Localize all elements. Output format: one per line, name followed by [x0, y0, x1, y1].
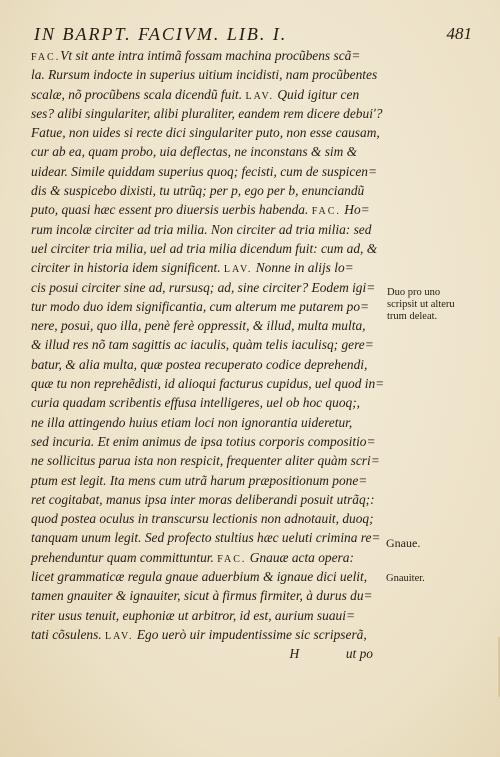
marginal-note-line: trum deleat. — [387, 311, 438, 322]
text-run: batur, & alia multa, quæ postea recuperato codice deprehendi, — [31, 356, 368, 372]
page-number: 481 — [446, 24, 472, 43]
text-run: uidear. Simile quiddam superius quoq; fecisti, cum de suspicen= — [31, 163, 377, 179]
text-run: puto, quasi hæc essent pro diuersis uerbis habenda. — [31, 202, 312, 218]
text-line — [31, 606, 387, 625]
text-run: ret cogitabat, manus ipsa inter moras deliberandi posuit utrãq;: — [31, 491, 375, 507]
text-line — [31, 509, 387, 528]
text-line — [31, 239, 387, 258]
catchword-line — [31, 644, 387, 663]
text-run: licet grammaticæ regula gnaue aduerbium & ignaue dici uelit, — [31, 569, 368, 585]
text-run: ptum est legit. Ita mens cum utrã harum præpositionum pone= — [31, 472, 368, 488]
text-line — [31, 46, 387, 65]
text-run: quæ tu non reprehẽdisti, id alioqui facturus cupidus, uel quod in= — [31, 376, 385, 392]
text-run: circiter in historia idem significent. — [31, 260, 224, 276]
text-line — [31, 181, 387, 200]
text-run: Vt sit ante intra intimã fossam machina procũbens scã= — [60, 48, 361, 63]
text-run: ses? alibi singulariter, alibi pluraliter, eandem rem dicere debuiʹ? — [31, 105, 383, 121]
text-line — [31, 528, 387, 547]
speaker-abbreviation: LAV. — [105, 630, 134, 642]
text-run: Ho= — [340, 202, 370, 218]
text-run: scalæ, nõ procũbens scala dicendũ fuit. — [31, 86, 246, 102]
text-line — [31, 65, 387, 84]
speaker-abbreviation: FAC. — [217, 553, 247, 565]
text-line — [31, 123, 387, 142]
text-run: dis & suspicebo dixisti, tu utrũq; per p, ego per b, enunciandũ — [31, 183, 365, 199]
signature-mark: H — [289, 646, 300, 662]
text-run: riter usus tenuit, euphoniæ ut arbitror, id est, aurium suaui= — [31, 607, 355, 623]
text-line — [31, 471, 387, 490]
speaker-abbreviation: LAV. — [223, 264, 253, 276]
text-line — [31, 374, 387, 393]
text-line — [31, 278, 387, 297]
marginal-note-line: Gnauiter. — [386, 573, 425, 584]
text-run: nere, posui, quo illa, penè ferè oppressit, & illud, multa multa, — [31, 318, 366, 334]
text-run: quod postea oculus in transcursu lectionis non adnotauit, duoq; — [31, 511, 374, 527]
marginal-note-line: Duo pro uno — [387, 287, 441, 298]
marginal-note-duo-pro-uno — [387, 287, 455, 323]
text-run: Nonne in alijs lo= — [252, 260, 354, 276]
text-line — [31, 316, 387, 335]
text-line — [31, 413, 387, 432]
text-run: curia quadam scribentis effusa intelligeres, uel ob hoc quoq;, — [31, 395, 361, 411]
text-line — [31, 625, 387, 644]
text-run: cis posui circiter sine ad, rursusq; ad, sine circiter? Eodem igi= — [31, 279, 376, 295]
text-run: Ego uerò uir impudentissime sic scripserã, — [133, 626, 367, 642]
text-run: sed incuria. Et enim animus de ipsa totius corporis compositio= — [31, 433, 376, 449]
catchword: ut po — [345, 646, 373, 662]
text-run: cur ab ea, quam probo, uia deflectas, ne inconstans & sim & — [31, 144, 358, 160]
text-line — [31, 393, 387, 412]
text-run: uel circiter tria milia, uel ad tria milia dicendum fuit: cum ad, & — [31, 240, 378, 256]
text-run: tanquam unum legit. Sed profecto stultius hæc ueluti crimina re= — [31, 530, 381, 546]
text-run: Fatue, non uides si recte dici singulariter puto, non esse causam, — [31, 125, 380, 141]
text-run: tamen gnauiter & ignauiter, sicut à firmus firmiter, à durus du= — [31, 588, 373, 604]
text-run: ne sollicitus parua ista non respicit, frequenter aliter quàm scri= — [31, 453, 380, 469]
text-run: la. Rursum indocte in superius uitium incidisti, nam procũbentes — [31, 67, 378, 83]
text-line — [31, 355, 387, 374]
text-line — [31, 162, 387, 181]
body-text — [31, 46, 387, 664]
text-line — [31, 451, 387, 470]
marginal-note-gnaue — [386, 537, 420, 549]
text-line — [31, 104, 387, 123]
speaker-abbreviation: FAC. — [311, 206, 341, 218]
text-run: rum incolæ circiter ad tria milia. Non circiter ad tria milia: sed — [31, 221, 372, 237]
text-line — [31, 335, 387, 354]
text-line — [31, 548, 387, 567]
text-run: & illud res nõ tam sagittis ac iaculis, quàm telis iaculisq; gere= — [31, 337, 374, 353]
marginal-note-line: Gnaue. — [386, 536, 421, 550]
text-run: prehenduntur quam committuntur. — [31, 549, 218, 565]
speaker-abbreviation: LAV. — [245, 90, 274, 102]
running-head: IN BARPT. FACIVM. LIB. I. — [34, 24, 288, 44]
text-run: Gnauæ acta opera: — [246, 549, 354, 565]
speaker-abbreviation: FAC. — [31, 52, 61, 63]
text-line — [31, 142, 387, 161]
text-line — [31, 297, 387, 316]
text-line — [31, 85, 387, 104]
text-line — [31, 258, 387, 277]
text-run: Quid igitur cen — [273, 86, 360, 102]
text-run: tur modo duo idem significantia, cum alterum me putarem po= — [31, 298, 370, 314]
text-line — [31, 220, 387, 239]
text-line — [31, 432, 387, 451]
marginal-note-gnauiter — [386, 573, 425, 585]
marginal-note-line: scripsit ut alteru — [387, 299, 455, 310]
text-line — [31, 490, 387, 509]
text-line — [31, 586, 387, 605]
text-run: tati cõsulens. — [31, 626, 106, 642]
text-line — [31, 200, 387, 219]
text-line — [31, 567, 387, 586]
text-run: ne illa attingendo huius etiam loci non ignorantia uideretur, — [31, 414, 353, 430]
